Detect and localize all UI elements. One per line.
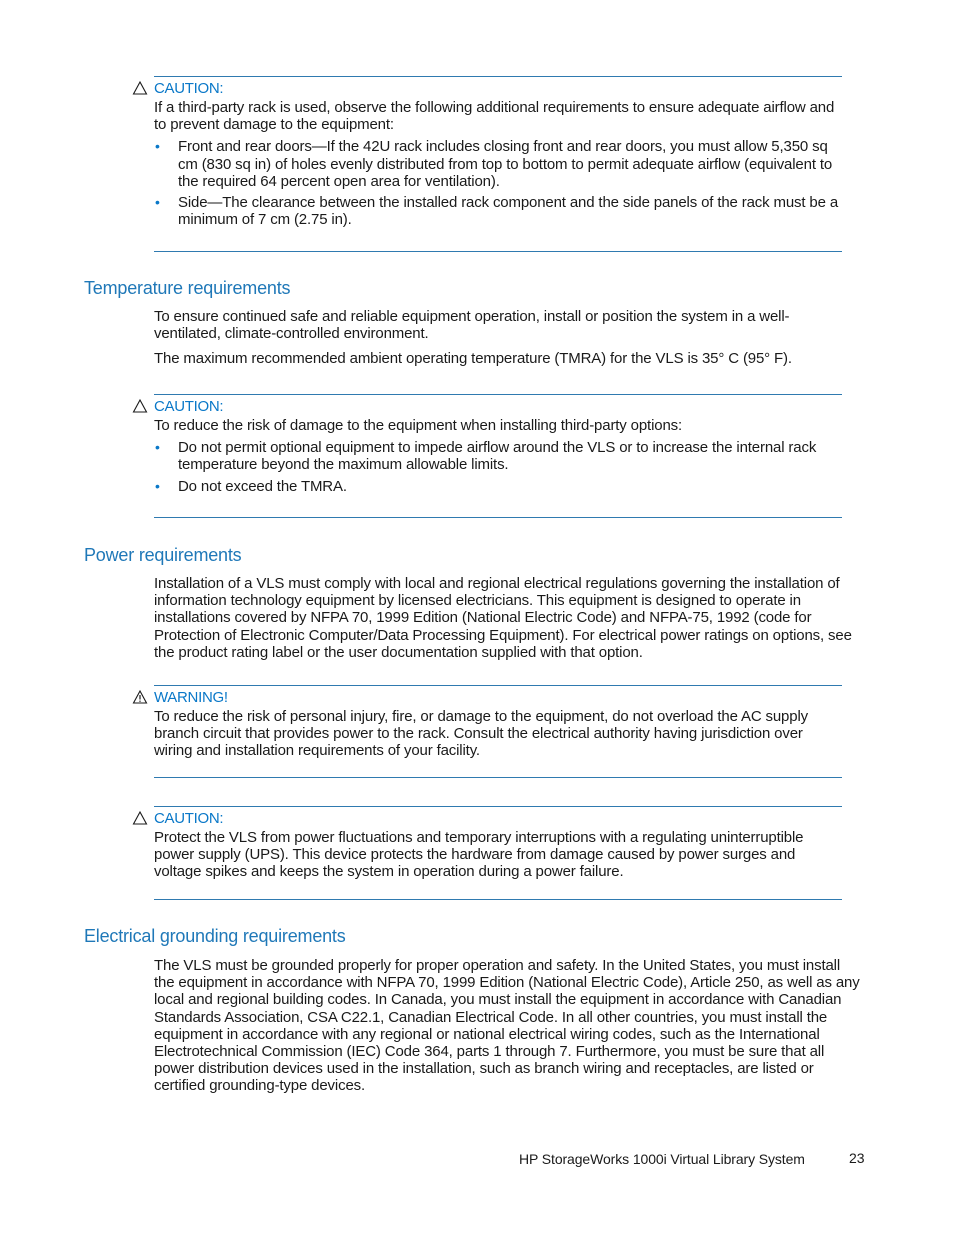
- paragraph: To ensure continued safe and reliable equipment operation, install or position the system in a well-ventilated, climate-controlled environment.: [154, 308, 790, 343]
- grounding-body: [154, 957, 860, 1095]
- caution-triangle-icon: [132, 398, 148, 414]
- section-title-grounding: Electrical grounding requirements: [84, 926, 346, 946]
- list-item: • Do not permit optional equipment to impede airflow around the VLS or to increase the internal rack temperature beyond the maximum allowable limits.: [154, 439, 842, 473]
- warning-box-overload: [154, 685, 842, 778]
- paragraph: The maximum recommended ambient operating temperature (TMRA) for the VLS is 35° C (95° F).: [154, 350, 792, 368]
- warning-label: WARNING!: [154, 689, 228, 706]
- caution-box-rack: [154, 76, 842, 252]
- warning-text: To reduce the risk of personal injury, fire, or damage to the equipment, do not overload the AC supply branch circuit that provides power to the rack. Consult the electrical authority having jurisdiction over wiring and installation requirements of your facility.: [154, 708, 808, 760]
- temperature-body: [154, 308, 794, 368]
- power-body: [154, 575, 854, 661]
- caution-triangle-icon: [132, 810, 148, 826]
- caution-box-ups: [154, 806, 842, 900]
- caution-label: CAUTION:: [154, 398, 224, 415]
- caution-text: Protect the VLS from power fluctuations and temporary interruptions with a regulating uninterruptible power supply (UPS). This device protects the hardware from damage caused by power surges and voltage spikes and keeps the system in operation during a power failure.: [154, 829, 804, 881]
- caution-bullet-list: [154, 439, 842, 495]
- page-number: 23: [849, 1150, 865, 1166]
- caution-box-third-party: [154, 394, 842, 518]
- caution-bullet-list: [154, 138, 842, 228]
- section-title-temperature: Temperature requirements: [84, 278, 291, 298]
- warning-triangle-icon: [132, 689, 148, 705]
- list-item: • Side—The clearance between the installed rack component and the side panels of the rack must be a minimum of 7 cm (2.75 in).: [154, 194, 842, 228]
- section-title-power: Power requirements: [84, 545, 242, 565]
- caution-intro: If a third-party rack is used, observe the following additional requirements to ensure adequate airflow and to prevent damage to the equipment:: [154, 99, 835, 134]
- caution-intro: To reduce the risk of damage to the equipment when installing third-party options:: [154, 417, 683, 434]
- paragraph: The VLS must be grounded properly for proper operation and safety. In the United States, you must install the equipment in accordance with NFPA 70, 1999 Edition (National Electric Code), Article 250, as well as any local and regional building codes. In Canada, you must install the equipment in accordance with Canadian Standards Association, CSA C22.1, Canadian Electrical Code. In all other countries, you must install the equipment in accordance with any regional or national electrical wiring codes, such as the International Electrotechnical Commission (IEC) Code 364, parts 1 through 7. Furthermore, you must be sure that all power distribution devices used in the installation, such as branch wiring and receptacles, are listed or certified grounding-type devices.: [154, 957, 860, 1095]
- caution-label: CAUTION:: [154, 80, 224, 97]
- list-item: • Do not exceed the TMRA.: [154, 478, 842, 495]
- list-item: • Front and rear doors—If the 42U rack includes closing front and rear doors, you must allow 5,350 sq cm (830 sq in) of holes evenly distributed from top to bottom to permit adequate airflow (equivalent to the required 64 percent open area for ventilation).: [154, 138, 842, 190]
- paragraph: Installation of a VLS must comply with local and regional electrical regulations governing the installation of information technology equipment by licensed electricians. This equipment is designed to operate in installations covered by NFPA 70, 1999 Edition (National Electric Code) and NFPA-75, 1992 (code for Protection of Electronic Computer/Data Processing Equipment). For electrical power ratings on options, see the product rating label or the user documentation supplied with that option.: [154, 575, 852, 661]
- caution-triangle-icon: [132, 80, 148, 96]
- footer-title: HP StorageWorks 1000i Virtual Library System: [519, 1151, 805, 1167]
- caution-label: CAUTION:: [154, 810, 224, 827]
